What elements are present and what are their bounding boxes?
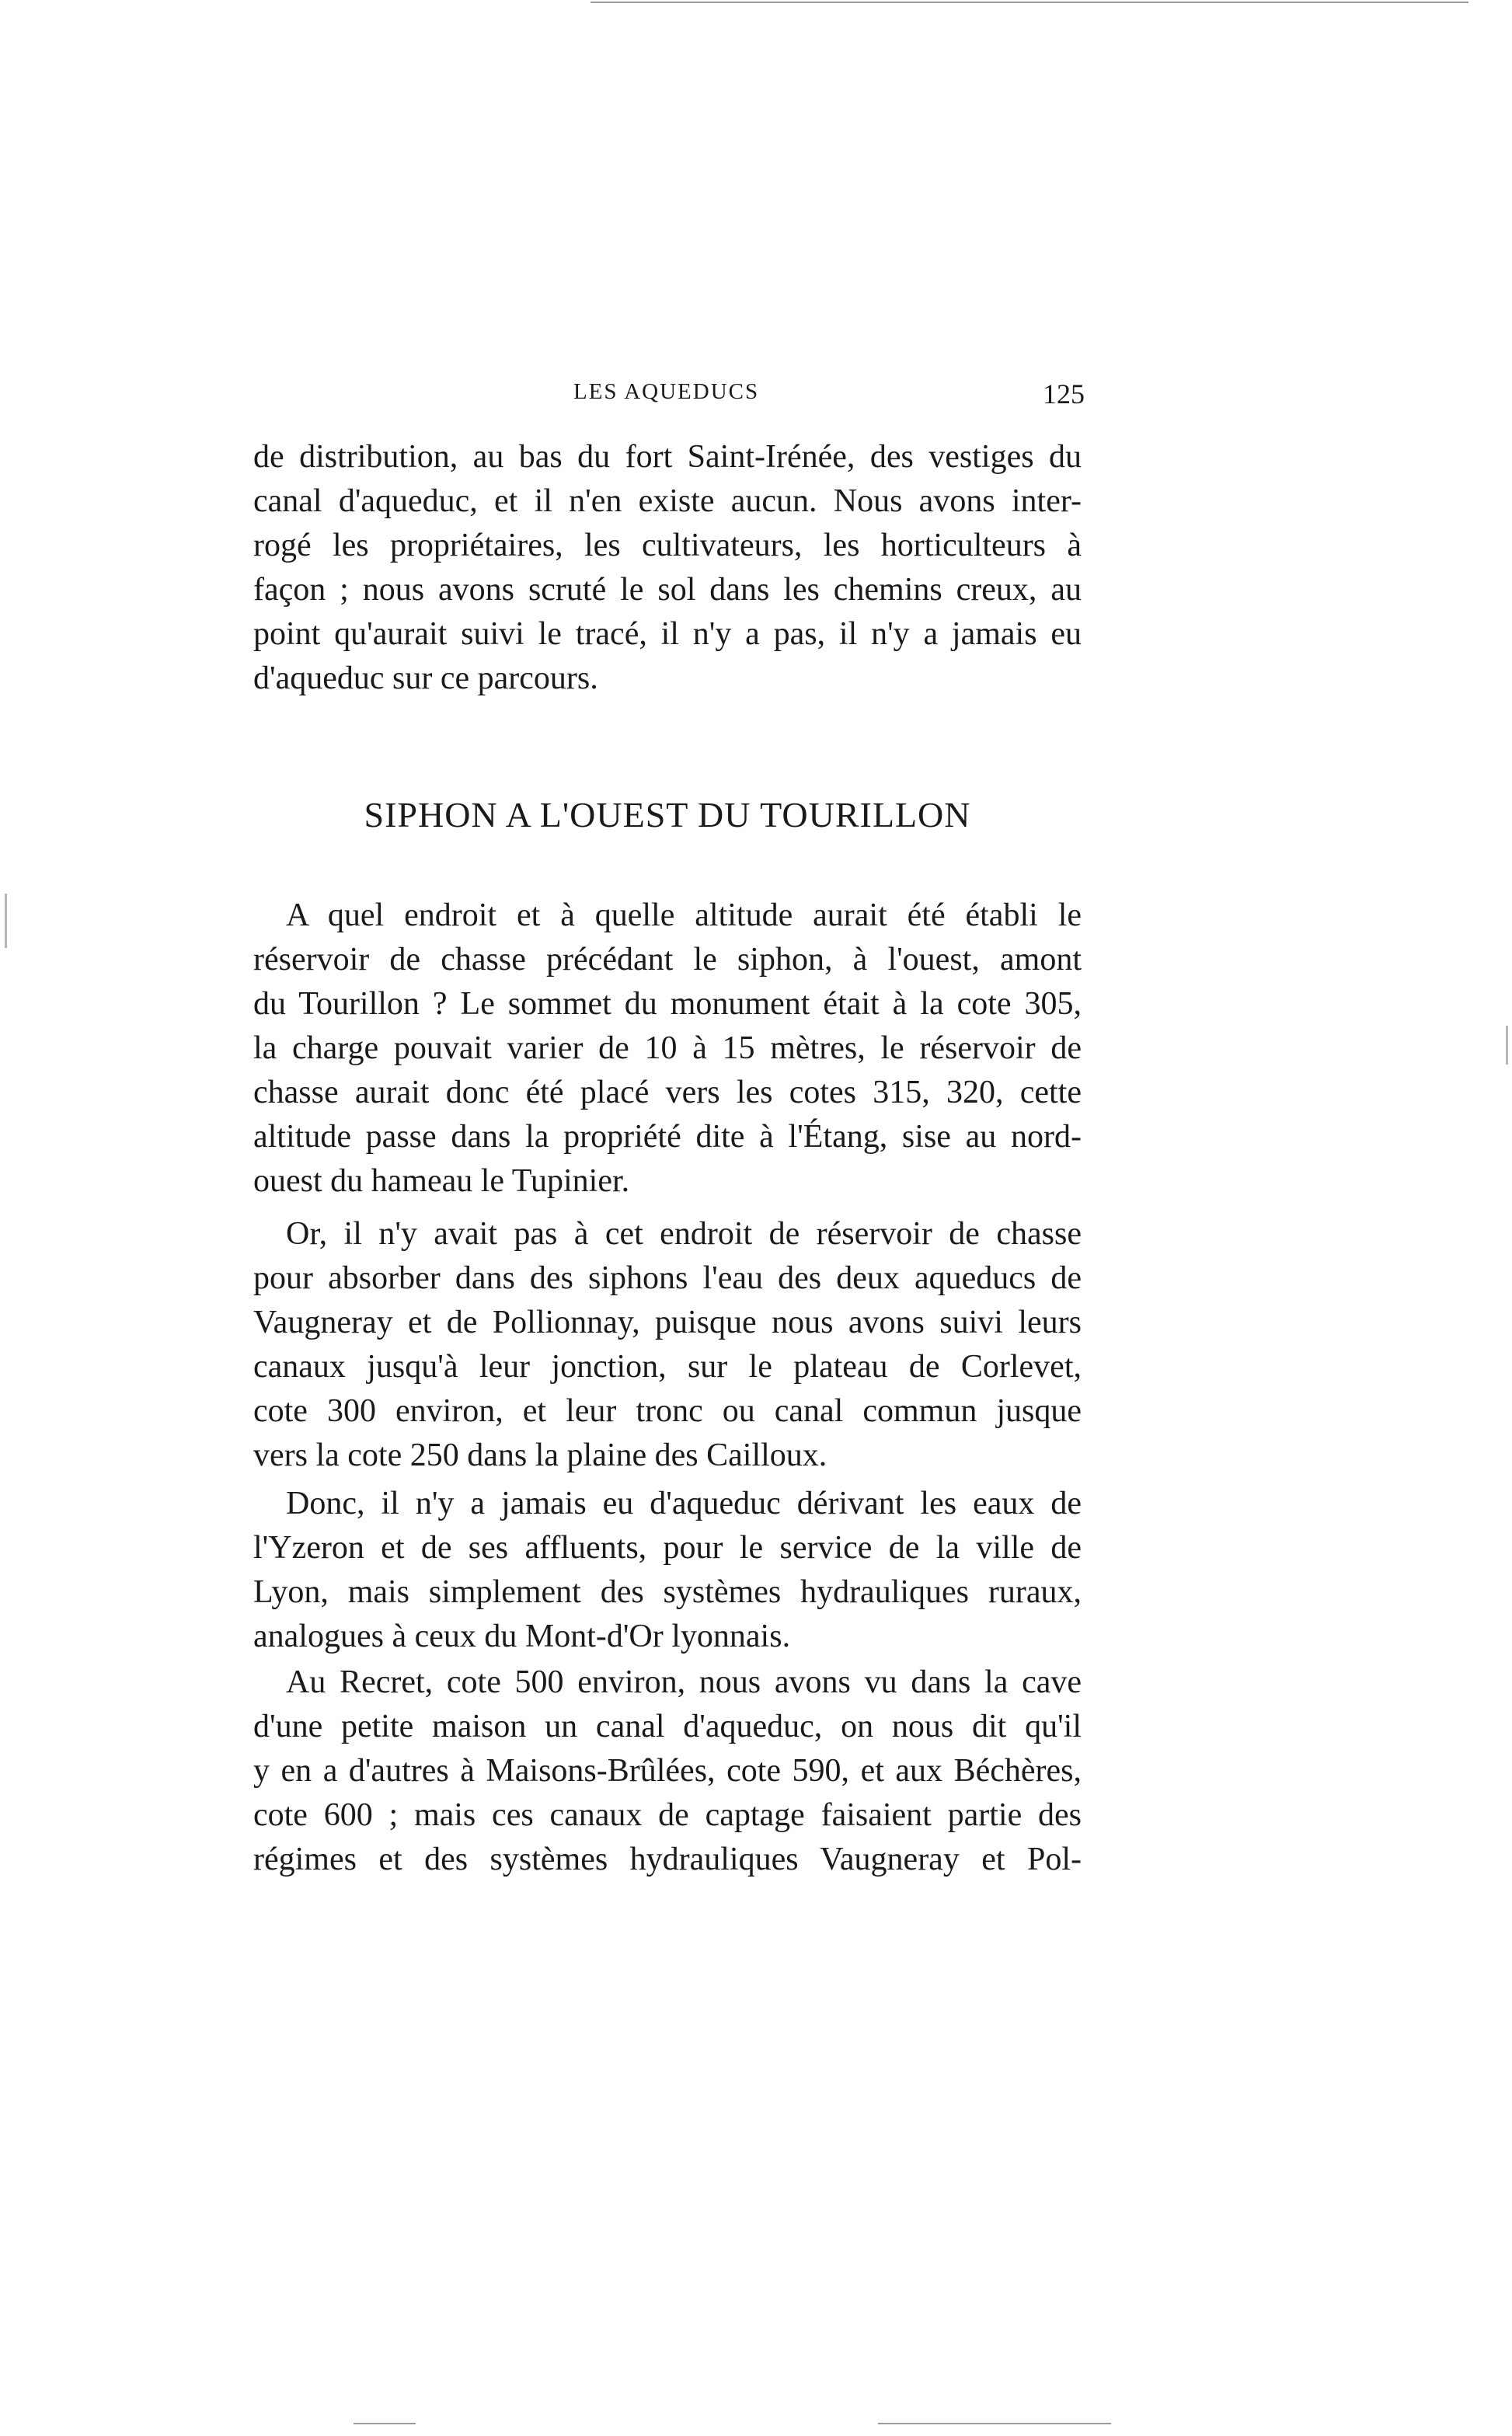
running-title: LES AQUEDUCS [573,379,760,404]
text-line: Vaugneray et de Pollionnay, puisque nous avons suivi leurs [253,1305,1082,1340]
text-line: cote 300 environ, et leur tronc ou canal commun jusque [253,1393,1082,1429]
text-line: du Tourillon ? Le sommet du monument était à la cote 305, [253,986,1082,1022]
text-line: Or, il n'y avait pas à cet endroit de réservoir de chasse [286,1216,1082,1252]
text-line: chasse aurait donc été placé vers les cotes 315, 320, cette [253,1075,1082,1110]
text-line: régimes et des systèmes hydrauliques Vaugneray et Pol- [253,1842,1082,1877]
section-heading: SIPHON A L'OUEST DU TOURILLON [364,795,971,835]
text-line: pour absorber dans des siphons l'eau des deux aqueducs de [253,1260,1082,1296]
text-line: point qu'aurait suivi le tracé, il n'y a pas, il n'y a jamais eu [253,616,1082,652]
page-number: 125 [1043,378,1085,409]
text-line: l'Yzeron et de ses affluents, pour le service de la ville de [253,1530,1082,1566]
bottom-scan-edge-left [354,2423,416,2424]
text-line: d'aqueduc sur ce parcours. [253,660,598,696]
text-line: d'une petite maison un canal d'aqueduc, on nous dit qu'il [253,1709,1082,1744]
margin-mark-right [1506,1026,1508,1065]
bottom-scan-edge-right [878,2423,1111,2424]
text-line: analogues à ceux du Mont-d'Or lyonnais. [253,1619,791,1654]
top-scan-edge [591,2,1468,3]
text-line: la charge pouvait varier de 10 à 15 mètres, le réservoir de [253,1030,1082,1066]
text-line: rogé les propriétaires, les cultivateurs, les horticulteurs à [253,528,1082,563]
text-line: Au Recret, cote 500 environ, nous avons vu dans la cave [286,1664,1082,1700]
text-line: Donc, il n'y a jamais eu d'aqueduc dérivant les eaux de [286,1486,1082,1521]
text-line: y en a d'autres à Maisons-Brûlées, cote 590, et aux Béchères, [253,1753,1082,1789]
text-line: réservoir de chasse précédant le siphon, à l'ouest, amont [253,942,1082,978]
text-line: cote 600 ; mais ces canaux de captage faisaient partie des [253,1797,1082,1833]
text-line: A quel endroit et à quelle altitude aurait été établi le [286,897,1082,933]
margin-mark-left [5,894,7,948]
text-line: ouest du hameau le Tupinier. [253,1163,630,1199]
running-head [256,379,1085,410]
text-line: altitude passe dans la propriété dite à l'Étang, sise au nord- [253,1119,1082,1155]
text-line: canaux jusqu'à leur jonction, sur le plateau de Corlevet, [253,1349,1082,1385]
text-line: de distribution, au bas du fort Saint-Irénée, des vestiges du [253,439,1082,475]
text-line: canal d'aqueduc, et il n'en existe aucun. Nous avons inter- [253,483,1082,519]
text-line: Lyon, mais simplement des systèmes hydrauliques ruraux, [253,1574,1082,1610]
text-line: façon ; nous avons scruté le sol dans les chemins creux, au [253,572,1082,608]
text-line: vers la cote 250 dans la plaine des Cailloux. [253,1438,827,1473]
